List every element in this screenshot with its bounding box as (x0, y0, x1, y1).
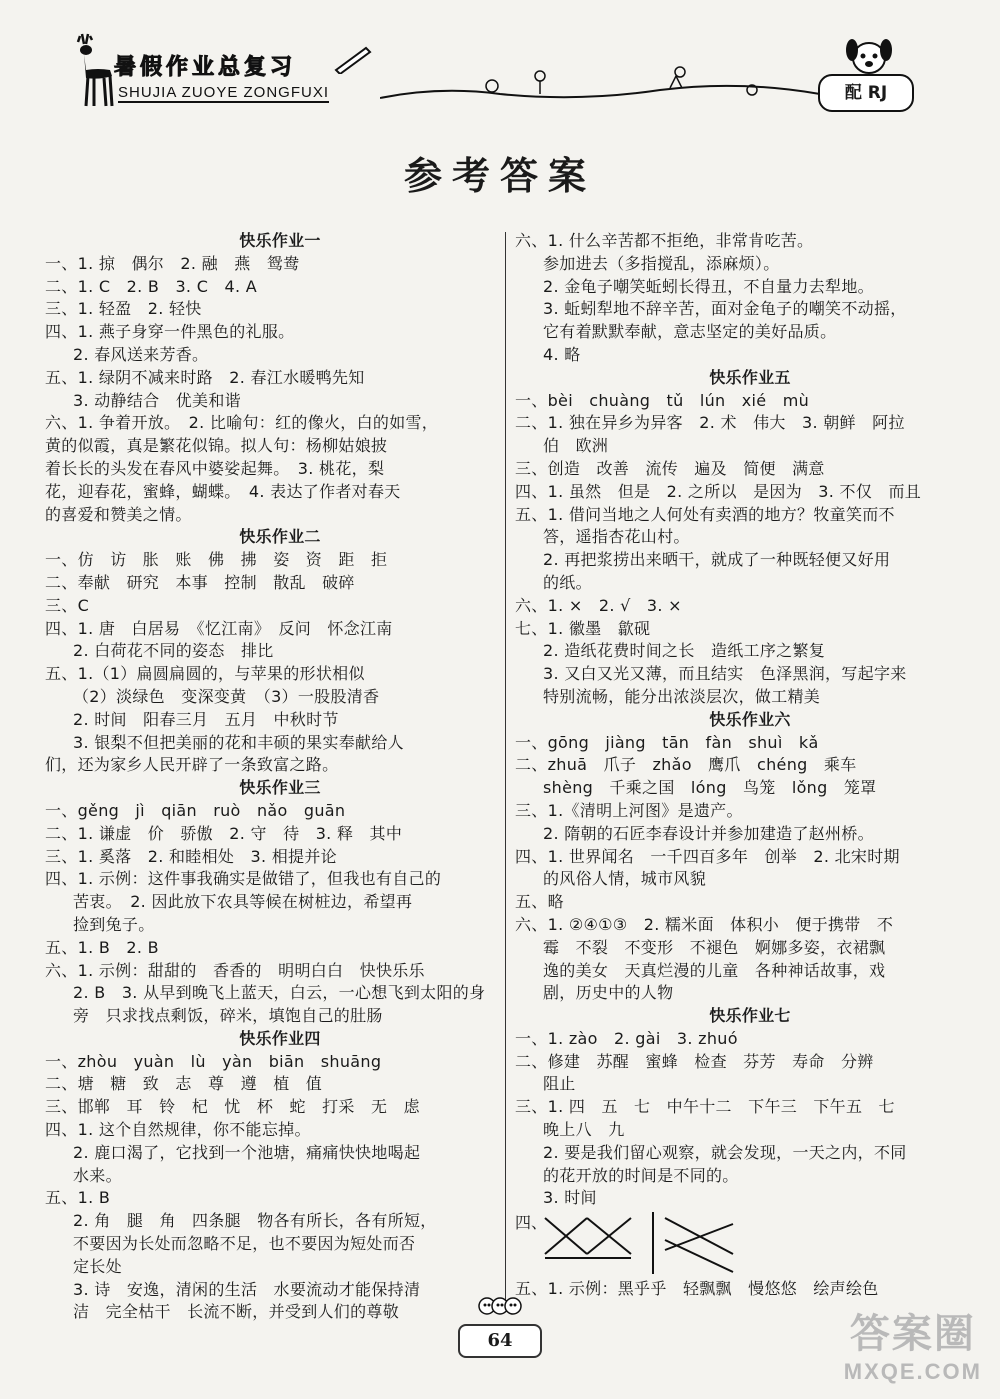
left-column (45, 230, 515, 1324)
answer-line: 它有着默默奉献，意志坚定的美好品质。 (543, 322, 837, 342)
answer-line: 三、1.《清明上河图》是遗产。 (515, 800, 743, 820)
answer-line: 答，遥指杏花山村。 (543, 527, 690, 547)
answer-line: 五、略 (515, 892, 564, 912)
answer-line: 3. 时间 (543, 1188, 597, 1208)
answer-line: 一、gěng jì qiān ruò nǎo guān (45, 800, 346, 820)
series-pinyin: SHUJIA ZUOYE ZONGFUXI (118, 84, 330, 101)
answer-line: 六、1. 示例：甜甜的 香香的 明明白白 快快乐乐 (45, 960, 425, 980)
answer-line: 三、1. 四 五 七 中午十二 下午三 下午五 七 (515, 1097, 895, 1117)
answer-line: 4. 略 (543, 344, 581, 364)
animal-faces-icon (477, 1296, 523, 1316)
answer-line: 剧，历史中的人物 (543, 983, 674, 1003)
dog-icon (844, 34, 894, 78)
answer-line: 四、1. 虽然 但是 2. 之所以 是因为 3. 不仅 而且 (515, 481, 922, 501)
answer-line: 二、1. 谦虚 价 骄傲 2. 守 待 3. 释 其中 (45, 823, 403, 843)
answer-line: 三、1. 轻盈 2. 轻快 (45, 299, 202, 319)
answer-line: 洁 完全枯干 长流不断，并受到人们的尊敬 (73, 1302, 400, 1322)
answer-line: 四、1. 这个自然规律，你不能忘掉。 (45, 1120, 311, 1140)
answer-line: 二、修建 苏醒 蜜蜂 检查 芬芳 寿命 分辨 (515, 1051, 874, 1071)
answer-line: 2. 春风送来芳香。 (73, 344, 209, 364)
answer-line: 一、bèi chuàng tǔ lún xié mù (515, 390, 810, 410)
answer-line: 3. 银梨不但把美丽的花和丰硕的果实奉献给人 (73, 732, 404, 752)
answer-line: 2. 鹿口渴了，它找到一个池塘，痛痛快快地喝起 (73, 1142, 421, 1162)
answer-line: 2. 再把浆捞出来晒干，就成了一种既轻便又好用 (543, 550, 891, 570)
answer-line: 三、1. 奚落 2. 和睦相处 3. 相提并论 (45, 846, 337, 866)
answer-line: 苦衷。 2. 因此放下农具等候在树桩边，希望再 (73, 892, 413, 912)
section-heading: 快乐作业四 (239, 1028, 321, 1048)
answer-line: 2. 白荷花不同的姿态 排比 (73, 641, 274, 661)
answer-line: 二、1. 独在异乡为异客 2. 术 伟大 3. 朝鲜 阿拉 (515, 413, 905, 433)
answer-line: 六、1. 争着开放。 2. 比喻句：红的像火，白的如雪， (45, 413, 439, 433)
answer-line: 2. B 3. 从早到晚飞上蓝天，白云，一心想飞到太阳的身 (73, 983, 486, 1003)
answer-line: 花，迎春花，蜜蜂，蝴蝶。 4. 表达了作者对春天 (45, 481, 401, 501)
answer-line: 四、 (515, 1213, 548, 1233)
page-header (70, 30, 950, 110)
answer-line: 三、C (45, 595, 90, 615)
answer-line: 旁 只求找点剩饭，碎米，填饱自己的肚肠 (73, 1006, 383, 1026)
answer-line: 阻止 (543, 1074, 576, 1094)
edition-badge: 配 RJ (818, 74, 914, 112)
answer-line: 2. 造纸花费时间之长 造纸工序之繁复 (543, 641, 826, 661)
answer-line: 二、zhuā 爪子 zhǎo 鹰爪 chéng 乘车 (515, 755, 857, 775)
answer-line: 一、gōng jiàng tān fàn shuì kǎ (515, 732, 819, 752)
answer-line: 一、1. zào 2. gài 3. zhuó (515, 1028, 738, 1048)
watermark-logo: 答案圈 (849, 1311, 976, 1357)
answer-line: 三、邯郸 耳 铃 杞 忧 杯 蛇 打采 无 虑 (45, 1097, 420, 1117)
answer-line: 霉 不裂 不变形 不褪色 婀娜多姿，衣裙飘 (543, 937, 886, 957)
answer-line: 特别流畅，能分出浓淡层次，做工精美 (543, 686, 821, 706)
answer-line: 五、1.（1）扁圆扁圆的，与苹果的形状相似 (45, 664, 365, 684)
answer-line: 逸的美女 天真烂漫的儿童 各种神话故事，戏 (543, 960, 886, 980)
answer-line: 晚上八 九 (543, 1120, 625, 1140)
page-title: 参考答案 (403, 153, 596, 198)
answer-line: 的喜爱和赞美之情。 (45, 504, 192, 524)
answer-line: shèng 千乘之国 lóng 鸟笼 lǒng 笼罩 (543, 778, 877, 798)
answer-line: 二、1. C 2. B 3. C 4. A (45, 276, 257, 296)
answer-line: 们，还为家乡人民开辟了一条致富之路。 (45, 755, 339, 775)
answer-line: 黄的似霞，真是繁花似锦。拟人句：杨柳姑娘披 (45, 436, 388, 456)
answer-line: 五、1. B 2. B (45, 937, 159, 957)
right-column (515, 230, 985, 1301)
answer-line: 一、仿 访 胀 账 佛 拂 姿 资 距 拒 (45, 550, 388, 570)
matching-line (665, 1240, 733, 1272)
watermark (844, 1302, 982, 1385)
matching-line (665, 1224, 733, 1250)
answer-line: 四、1. 燕子身穿一件黑色的礼服。 (45, 322, 295, 342)
series-title: 暑假作业总复习 (114, 55, 297, 80)
section-heading: 快乐作业一 (239, 231, 321, 250)
answer-line: 2. 隋朝的石匠李春设计并参加建造了赵州桥。 (543, 823, 874, 843)
answer-line: 二、奉献 研究 本事 控制 散乱 破碎 (45, 572, 355, 592)
answer-line: 二、塘 糖 致 志 尊 遵 植 值 (45, 1074, 323, 1094)
flower-icon (380, 50, 820, 110)
section-heading: 快乐作业六 (709, 709, 791, 729)
answer-line: 三、创造 改善 流传 遍及 简便 满意 (515, 458, 825, 478)
page-number: 64 (458, 1324, 542, 1358)
answer-line: 五、1. 示例：黑乎乎 轻飘飘 慢悠悠 绘声绘色 (515, 1279, 879, 1299)
answer-line: 2. 时间 阳春三月 五月 中秋时节 (73, 709, 339, 729)
answer-line: 3. 诗 安逸，清闲的生活 水要流动才能保持清 (73, 1279, 421, 1299)
answer-line: 2. 金龟子嘲笑蚯蚓长得丑，不自量力去犁地。 (543, 276, 874, 296)
section-heading: 快乐作业五 (709, 367, 791, 387)
answer-line: 捡到兔子。 (73, 914, 155, 934)
answer-line: 的风俗人情，城市风貌 (543, 869, 707, 889)
answer-line: 五、1. B (45, 1188, 111, 1208)
answer-line: 六、1. 什么辛苦都不拒绝，非常肯吃苦。 (515, 231, 814, 250)
answer-line: 五、1. 绿阴不减来时路 2. 春江水暖鸭先知 (45, 367, 365, 387)
answer-line: 水来。 (73, 1165, 122, 1185)
answer-line: 一、1. 掠 偶尔 2. 融 燕 鸳鸯 (45, 253, 300, 273)
answer-line: 2. 要是我们留心观察，就会发现，一天之内，不同 (543, 1142, 907, 1162)
answer-line: 不要因为长处而忽略不足，也不要因为短处而否 (73, 1234, 416, 1254)
answer-line: 四、1. 唐 白居易 《忆江南》 反问 怀念江南 (45, 618, 393, 638)
answer-line: 2. 角 腿 角 四条腿 物各有所长，各有所短， (73, 1211, 437, 1231)
answer-line: 四、1. 世界闻名 一千四百多年 创举 2. 北宋时期 (515, 846, 900, 866)
answer-line: 的纸。 (543, 572, 592, 592)
answer-line: 3. 又白又光又薄，而且结实 色泽黑润，写起字来 (543, 664, 907, 684)
answer-line: 六、1. × 2. √ 3. × (515, 595, 682, 615)
answer-line: 一、zhòu yuàn lù yàn biān shuāng (45, 1051, 382, 1071)
answer-line: 伯 欧洲 (543, 436, 609, 456)
answer-line: 着长长的头发在春风中婆娑起舞。 3. 桃花，梨 (45, 458, 385, 478)
section-heading: 快乐作业三 (239, 778, 321, 798)
answer-line: 3. 动静结合 优美和谐 (73, 390, 241, 410)
pencil-icon (332, 44, 372, 74)
answer-line: 的花开放的时间是不同的。 (543, 1165, 739, 1185)
watermark-url: MXQE.COM (843, 1359, 982, 1384)
answer-line: 参加进去（多指搅乱，添麻烦）。 (543, 253, 780, 273)
answer-line: （2）淡绿色 变深变黄 （3）一股股清香 (73, 686, 380, 706)
answer-line: 七、1. 徽墨 歙砚 (515, 618, 651, 638)
section-heading: 快乐作业二 (239, 527, 321, 547)
matching-lines (541, 1210, 741, 1276)
matching-diagram (515, 1210, 985, 1278)
answer-line: 定长处 (73, 1256, 122, 1276)
section-heading: 快乐作业七 (709, 1006, 791, 1026)
answer-line: 五、1. 借问当地之人何处有卖酒的地方？牧童笑而不 (515, 504, 895, 524)
deer-icon (70, 30, 118, 108)
answer-line: 3. 蚯蚓犁地不辞辛苦，面对金龟子的嘲笑不动摇， (543, 299, 907, 319)
answer-line: 六、1. ②④①③ 2. 糯米面 体积小 便于携带 不 (515, 914, 894, 934)
column-divider (505, 232, 506, 1307)
answer-line: 四、1. 示例：这件事我确实是做错了，但我也有自己的 (45, 869, 442, 889)
